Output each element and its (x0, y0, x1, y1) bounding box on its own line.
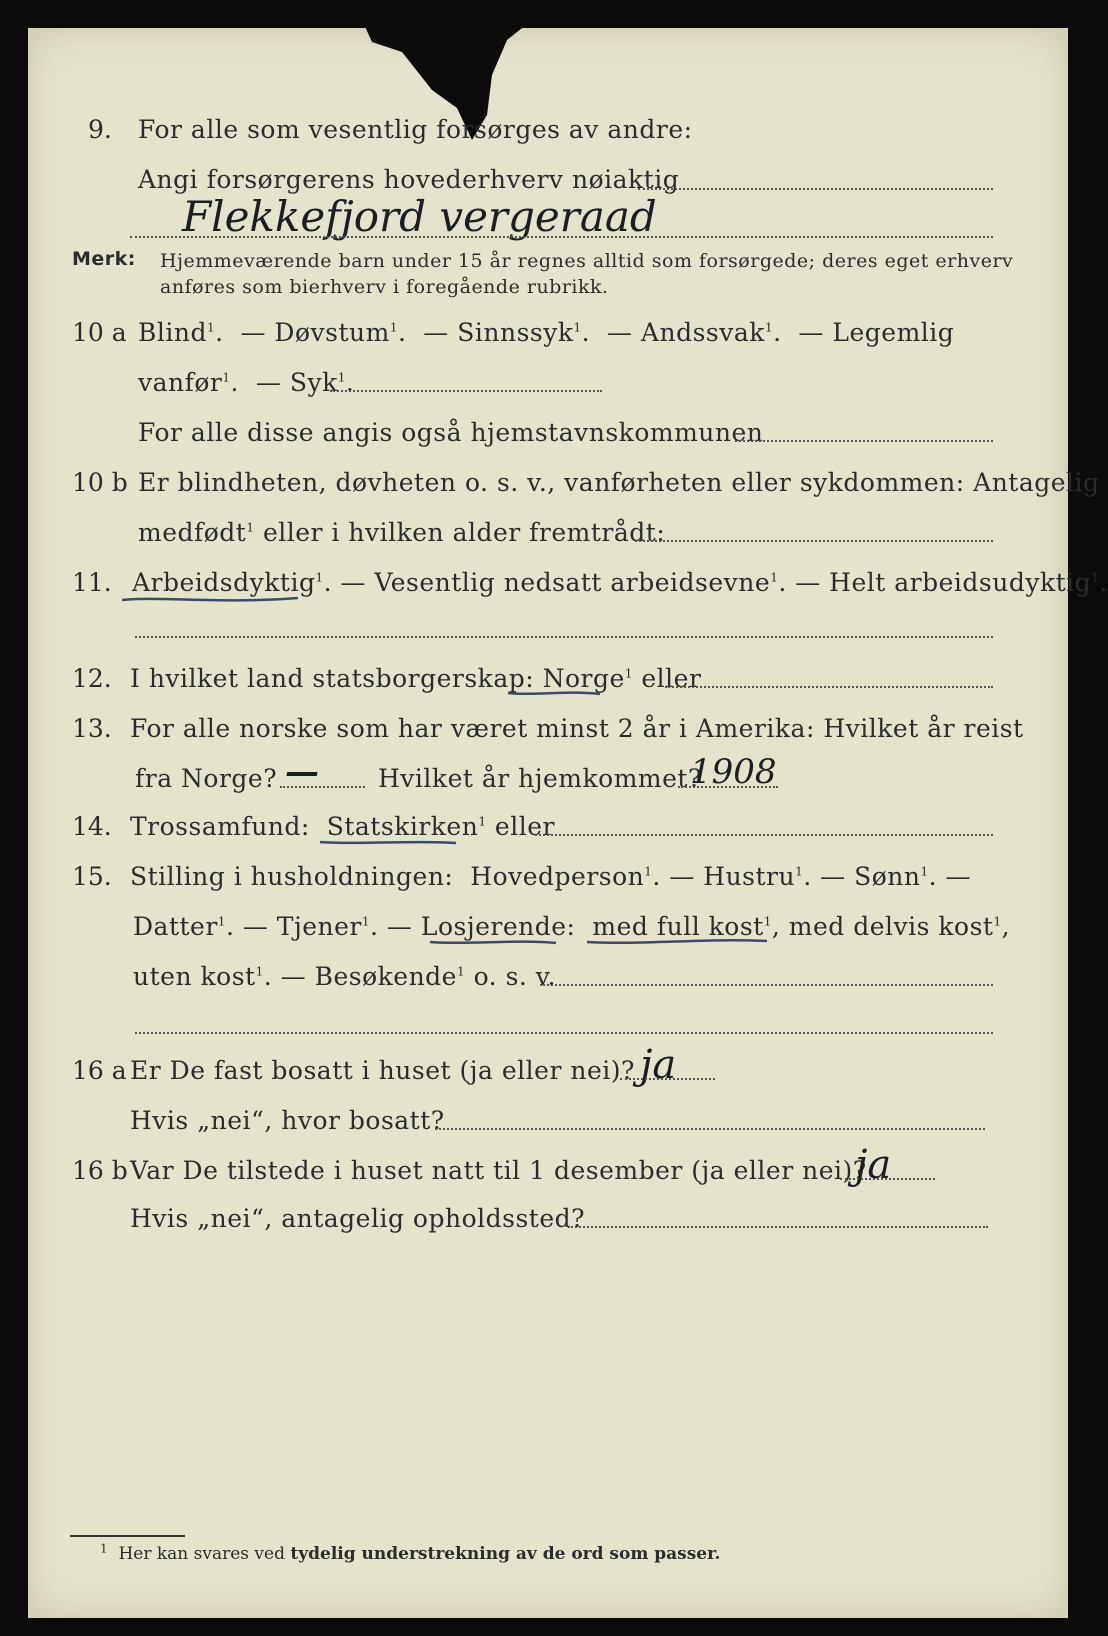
alder-text: eller i hvilken alder fremtrådt: (262, 518, 666, 547)
osv-text: o. s. v. (473, 962, 556, 991)
footnote (100, 1541, 721, 1564)
option-norge: Norge (542, 664, 625, 693)
option-hovedperson: Hovedperson (470, 862, 645, 891)
section-12-fill-line (665, 686, 993, 688)
section-15-line3: uten kost$^1$. — Besøkende$^1$ o. s. v. (133, 962, 556, 991)
underline-losjerende (428, 936, 558, 950)
section-15-line1: Stilling i husholdningen: Hovedperson$^1$. — Hustru$^1$. — Sønn$^1$. — (130, 862, 972, 891)
option-losjerende: Losjerende (420, 912, 567, 941)
section-16a-fill-line-2 (435, 1128, 985, 1130)
section-13-answer-reist: — (285, 752, 319, 792)
section-15-fill-line (540, 984, 993, 986)
option-medfodt: medfødt (138, 518, 247, 547)
option-nedsatt: — Vesentlig nedsatt arbeidsevne (340, 568, 771, 597)
option-besokende: — Besøkende (280, 962, 457, 991)
section-10a-line1: Blind$^1$. — Døvstum$^1$. — Sinnssyk$^1$. — Andssvak$^1$. — Legemlig (138, 318, 955, 347)
section-9-number: 9. (88, 115, 112, 144)
section-9-answer-line (130, 236, 993, 238)
section-16b-line1: Var De tilstede i huset natt til 1 desember (ja eller nei)? (130, 1156, 867, 1185)
option-blind: Blind (138, 318, 207, 347)
merk-label: Merk: (72, 248, 136, 270)
option-dovstum: — Døvstum (240, 318, 390, 347)
section-15-number: 15. (72, 862, 112, 891)
section-11-number: 11. (72, 568, 112, 597)
section-12-number: 12. (72, 664, 112, 693)
section-10a-fill-line-2 (735, 440, 993, 442)
section-13-line1: For alle norske som har været minst 2 år i Amerika: Hvilket år reist (130, 714, 1024, 743)
option-syk: — Syk (255, 368, 338, 397)
merk-line2: anføres som bierhverv i foregående rubrikk. (160, 276, 609, 298)
section-14-number: 14. (72, 812, 112, 841)
option-vanfor: vanfør (138, 368, 223, 397)
section-14-fill-line (535, 834, 993, 836)
option-legemlig: — Legemlig (798, 318, 955, 347)
section-9-answer: Flekkefjord vergeraad (182, 192, 657, 241)
section-11-fill-line (135, 636, 993, 638)
section-11-line: Arbeidsdyktig$^1$. — Vesentlig nedsatt arbeidsevne$^1$. — Helt arbeidsudyktig$^1$. (132, 568, 1108, 597)
dash-text: — (386, 912, 413, 941)
section-13-line2b: Hvilket år hjemkommet? (378, 764, 702, 793)
section-16a-answer: ja (640, 1042, 677, 1088)
footnote-mark: 1 (100, 1541, 108, 1556)
statsborgerskap-label: I hvilket land statsborgerskap: (130, 664, 535, 693)
section-10a-line3: For alle disse angis også hjemstavnskommunen (138, 418, 764, 447)
underline-arbeidsdyktig (120, 592, 300, 606)
footnote-bold-text: tydelig understrekning av de ord som passer. (290, 1544, 721, 1564)
section-16b-fill-line-2 (568, 1226, 988, 1228)
trossamfund-label: Trossamfund: (130, 812, 310, 841)
section-13-fill-line-1 (280, 786, 365, 788)
dash-text: — (945, 862, 972, 891)
underline-full-kost (585, 934, 770, 950)
option-arbeidsdyktig: Arbeidsdyktig (132, 568, 316, 597)
section-16b-answer: ja (855, 1142, 892, 1188)
option-andssvak: — Andssvak (606, 318, 765, 347)
section-14-line: Trossamfund: Statskirken$^1$ eller (130, 812, 555, 841)
section-10a-number: 10 a (72, 318, 127, 347)
section-10b-line1: Er blindheten, døvheten o. s. v., vanførheten eller sykdommen: Antagelig (138, 468, 1100, 497)
underline-norge (506, 686, 602, 700)
option-statskirken: Statskirken (326, 812, 479, 841)
section-16b-line2: Hvis „nei“, antagelig opholdssted? (130, 1204, 586, 1233)
footnote-rule (70, 1535, 185, 1537)
section-9-fill-line (638, 188, 993, 190)
section-9-line2: Angi forsørgerens hovederhverv nøiaktig (138, 165, 680, 194)
section-10b-line2: medfødt$^1$ eller i hvilken alder fremtrådt: (138, 518, 666, 547)
option-full-kost: med full kost (592, 912, 764, 941)
eller-text: eller (494, 812, 555, 841)
section-10b-fill-line (635, 540, 993, 542)
section-10a-line2: vanfør$^1$. — Syk$^1$. (138, 368, 355, 397)
section-16a-number: 16 a (72, 1056, 127, 1085)
option-delvis-kost: med delvis kost (788, 912, 994, 941)
option-tjener: — Tjener (242, 912, 362, 941)
stilling-label: Stilling i husholdningen: (130, 862, 454, 891)
option-datter: Datter (133, 912, 218, 941)
section-16b-fill-line (840, 1178, 935, 1180)
section-10a-fill-line (330, 390, 602, 392)
section-16a-fill-line (620, 1078, 715, 1080)
section-13-number: 13. (72, 714, 112, 743)
option-uten-kost: uten kost (133, 962, 256, 991)
section-9-line1: For alle som vesentlig forsørges av andre: (138, 115, 693, 144)
footnote-text: Her kan svares ved (118, 1544, 285, 1564)
section-10b-number: 10 b (72, 468, 128, 497)
option-hustru: — Hustru (669, 862, 796, 891)
section-15-line2: Datter$^1$. — Tjener$^1$. — Losjerende: med full kost$^1$, med delvis kost$^1$, (133, 912, 1011, 941)
merk-line1: Hjemmeværende barn under 15 år regnes alltid som forsørgede; deres eget erhverv (160, 250, 1014, 272)
colon-text: : (566, 912, 576, 941)
section-15-fill-line-2 (135, 1032, 993, 1034)
section-12-line: I hvilket land statsborgerskap: Norge$^1$ eller (130, 664, 702, 693)
section-16a-line2: Hvis „nei“, hvor bosatt? (130, 1106, 445, 1135)
option-udyktig: — Helt arbeidsudyktig (795, 568, 1092, 597)
section-13-fill-line-2 (678, 786, 778, 788)
option-sonn: — Sønn (820, 862, 921, 891)
section-13-line2a: fra Norge? (135, 764, 278, 793)
option-sinnssyk: — Sinnssyk (423, 318, 574, 347)
section-16b-number: 16 b (72, 1156, 128, 1185)
section-13-answer-hjemkommet: 1908 (690, 752, 777, 792)
underline-statskirken (318, 836, 458, 850)
section-16a-line1: Er De fast bosatt i huset (ja eller nei)? (130, 1056, 635, 1085)
eller-text: eller (641, 664, 702, 693)
